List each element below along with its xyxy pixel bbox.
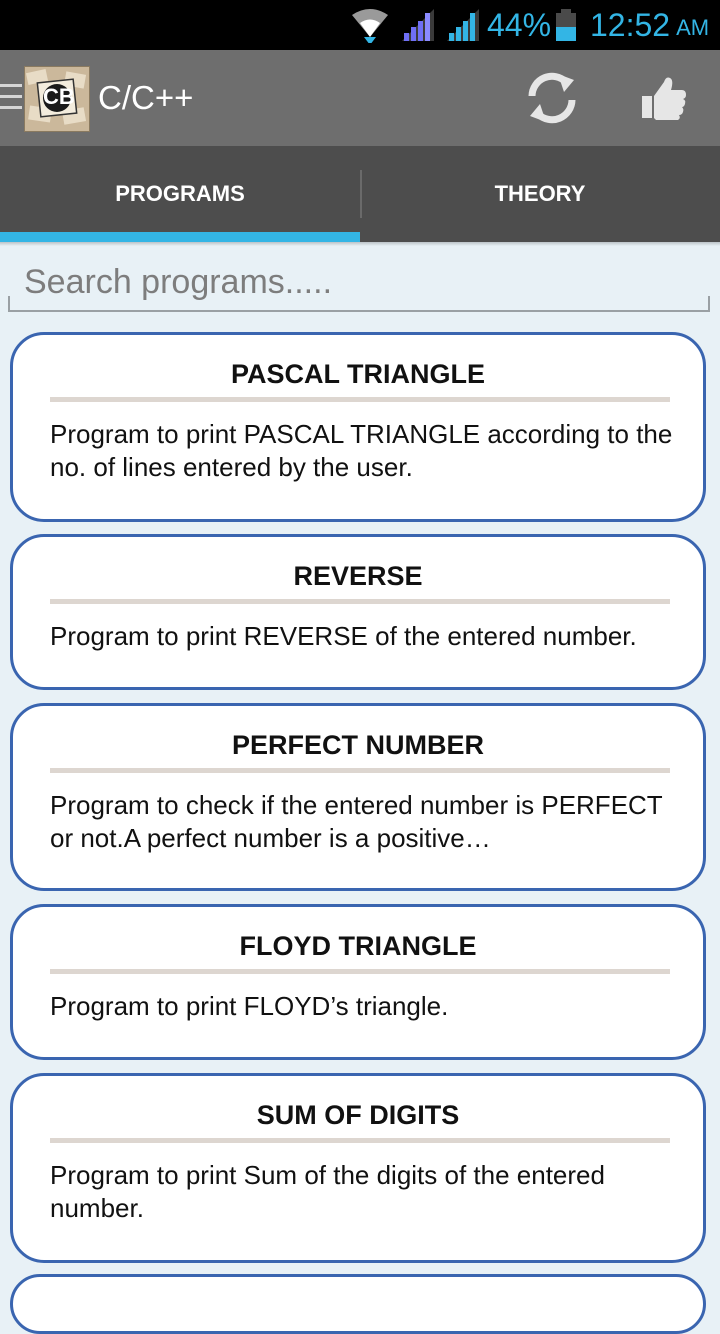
tab-theory[interactable]: THEORY — [494, 181, 586, 206]
program-card-floyd-triangle[interactable] — [10, 904, 706, 1060]
card-title: PASCAL TRIANGLE — [230, 359, 485, 389]
card-title: FLOYD TRIANGLE — [239, 931, 477, 961]
tab-shadow — [0, 242, 720, 246]
search-input-edge — [708, 296, 710, 312]
card-title: SUM OF DIGITS — [256, 1100, 460, 1130]
card-description: Program to print FLOYD’s triangle. — [50, 991, 449, 1021]
thumbs-up-icon — [634, 72, 694, 128]
battery-percent: 44% — [487, 6, 552, 43]
search-input[interactable] — [10, 254, 710, 312]
card-title: PERFECT NUMBER — [231, 730, 484, 760]
program-card-pascal-triangle[interactable] — [10, 332, 706, 522]
clock-ampm: AM — [676, 15, 710, 40]
drawer-icon[interactable] — [0, 84, 22, 114]
like-button[interactable] — [634, 72, 694, 128]
clock-time: 12:52 — [590, 6, 671, 43]
battery-icon — [554, 0, 578, 50]
search-input-edge — [8, 296, 10, 312]
clock — [590, 0, 709, 50]
program-card-reverse[interactable] — [10, 534, 706, 690]
tab-programs[interactable]: PROGRAMS — [115, 181, 245, 206]
app-logo-text: CB — [43, 84, 75, 109]
card-description: Program to print Sum of the digits of the entered number. — [50, 1160, 605, 1223]
card-description: Program to print PASCAL TRIANGLE according to the no. of lines entered by the user. — [50, 419, 673, 482]
program-card-sum-of-digits[interactable] — [10, 1073, 706, 1263]
refresh-icon — [522, 70, 582, 126]
card-description: Program to check if the entered number is PERFECT or not.A perfect number is a positive… — [50, 790, 663, 853]
card-description: Program to print REVERSE of the entered number. — [50, 621, 637, 651]
signal-strength-icon-2 — [445, 0, 481, 50]
card-title: REVERSE — [293, 561, 423, 591]
card-divider — [50, 768, 670, 773]
wifi-icon — [350, 0, 390, 50]
refresh-button[interactable] — [522, 70, 582, 126]
card-divider — [50, 969, 670, 974]
tab-selected-indicator — [0, 232, 360, 242]
card-divider — [50, 1138, 670, 1143]
tab-bar — [0, 146, 720, 242]
app-title: C/C++ — [98, 79, 194, 116]
program-card-perfect-number[interactable] — [10, 703, 706, 891]
card-divider — [50, 397, 670, 402]
app-logo[interactable] — [24, 66, 90, 132]
signal-strength-icon — [400, 0, 436, 50]
action-bar — [0, 50, 720, 146]
card-divider — [50, 599, 670, 604]
program-card-next[interactable] — [10, 1274, 706, 1334]
status-bar — [0, 0, 720, 50]
